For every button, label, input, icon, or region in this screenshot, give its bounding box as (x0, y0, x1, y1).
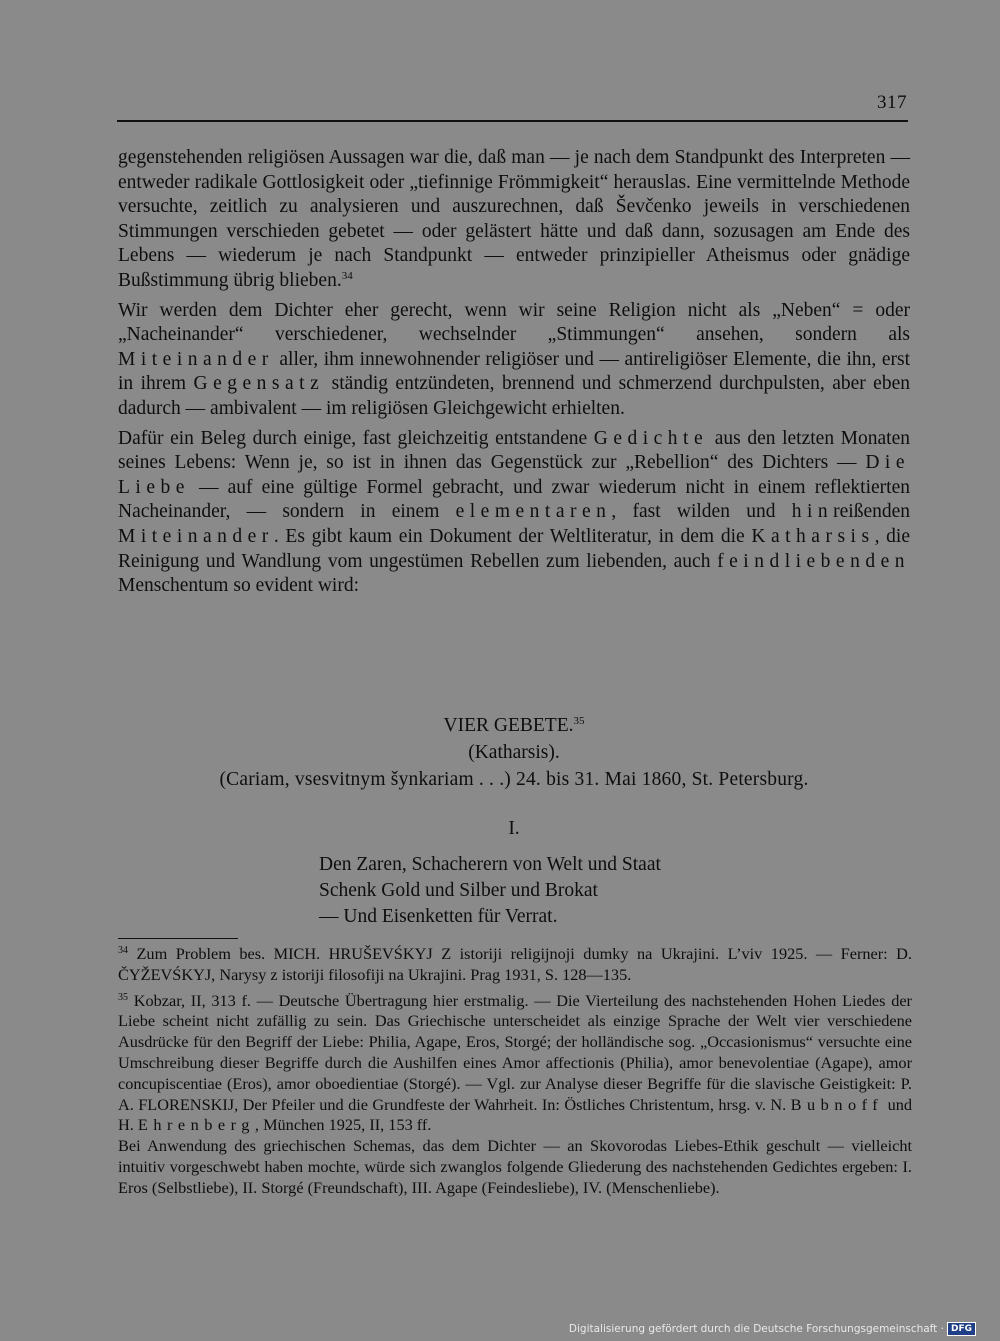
paragraph-2: Wir werden dem Dichter eher gerecht, wenn wir seine Religion nicht als „Neben“ = oder „Nacheinander“ verschiedener, wechselnder „Stimmungen“ ansehen, sondern als Miteinander aller, ihm innewohnender religiöser und — antireligiöser Elemente, die ihn, erst in ihrem Gegensatz ständig entzündeten, brennend und schmerzend durchpulsten, aber eben dadurch — ambivalent — im religiösen Gleichgewicht erhielten. (118, 299, 910, 419)
poem-heading (118, 712, 910, 842)
poem-subtitle: (Katharsis). (468, 742, 560, 763)
body-text (118, 146, 910, 604)
footnote-number: 35 (118, 991, 128, 1003)
spaced-emphasis: elementaren (455, 501, 612, 523)
spaced-emphasis: Gedichte (593, 427, 709, 449)
footnote-34: $^{34}$ Zum Problem bes. MICH. HRUŠEVŚKYJ Z istoriji religijnoji dumky na Ukrajini. L’viv 1925. — Ferner: D. ČYŽEVŚKYJ, Narysy z istoriji filosofiji na Ukrajini. Prag 1931, S. 128—135. (118, 944, 912, 984)
digitization-credit (569, 1322, 976, 1336)
footnote-ref-35: 35 (573, 715, 585, 727)
spaced-emphasis: Miteinander (118, 525, 274, 547)
poem-line: Schenk Gold und Silber und Brokat (319, 880, 598, 901)
poem-line: Den Zaren, Schacherern von Welt und Staat (319, 854, 661, 875)
footnote-35-continued: Bei Anwendung des griechischen Schemas, das dem Dichter — an Skovorodas Liebes-Ethik geschult — vielleicht intuitiv vorgeschwebt haben mochte, würde sich zwanglos folgende Gliederung des nachstehenden Gedichtes ergeben: I. Eros (Selbstliebe), II. Storgé (Freundschaft), III. Agape (Feindesliebe), IV. (Menschenliebe). (118, 1136, 912, 1197)
poem-source: (Cariam, vsesvitnym šynkariam . . .) 24. bis 31. Mai 1860, St. Petersburg. (219, 769, 809, 790)
spaced-emphasis: hin (791, 501, 834, 523)
spaced-emphasis: Ehrenberg (137, 1115, 255, 1135)
poem-line: — Und Eisenketten für Verrat. (319, 906, 558, 927)
spaced-emphasis: Katharsis (751, 525, 875, 547)
spaced-emphasis: Miteinander (118, 348, 274, 370)
spaced-emphasis: Die Liebe (118, 452, 910, 498)
header-rule (117, 120, 908, 122)
footnote-35: $^{35}$ Kobzar, II, 313 f. — Deutsche Übertragung hier erstmalig. — Die Vierteilung des nachstehenden Hohen Liedes der Liebe scheint nicht zufällig zu sein. Das Griechische unterscheidet als einzige Sprache der Welt vier verschiedene Ausdrücke für den Begriff der Liebe: Philia, Agape, Eros, Storgé; der holländische sog. „Occasionismus“ versuchte eine Umschreibung dieser Begriffe durch die Aushilfen eines Amor affectionis (Philia), amor benevolentiae (Agape), amor concupiscentiae (Eros), amor oboedientiae (Storgé). — Vgl. zur Analyse dieser Begriffe für die slavische Geistigkeit: P. A. FLORENSKIJ, Der Pfeiler und die Grundfeste der Wahrheit. In: Östliches Christentum, hrsg. v. N. Bubnoff und H. Ehrenberg, München 1925, II, 153 ff. (118, 990, 912, 1135)
paragraph-1: gegenstehenden religiösen Aussagen war die, daß man — je nach dem Standpunkt des Interpreten — entweder radikale Gottlosigkeit oder „tiefinnige Frömmigkeit“ herauslas. Eine vermittelnde Methode versuchte, zeitlich zu analysieren und auszurechnen, daß Ševčenko jeweils in verschiedenen Stimmungen verschieden gebetet — oder gelästert hätte und daß dann, sozusagen am Ende des Lebens — wiederum je nach Standpunkt — entweder prinzipieller Atheismus oder gnädige Bußstimmung übrig blieben.$^{34}$ (118, 147, 910, 291)
spaced-emphasis: feindliebenden (717, 550, 910, 572)
credit-text: Digitalisierung gefördert durch die Deutsche Forschungsgemeinschaft · (568, 1323, 944, 1335)
paragraph-3: Dafür ein Beleg durch einige, fast gleichzeitig entstandene Gedichte aus den letzten Monaten seines Lebens: Wenn je, so ist in ihnen das Gegenstück zur „Rebellion“ des Dichters — Die Liebe — auf eine gültige Formel gebracht, und zwar wiederum nicht in einem reflektierten Nacheinander, — sondern in einem elementaren, fast wilden und hinreißenden Miteinander. Es gibt kaum ein Dokument der Weltliteratur, in dem die Katharsis, die Reinigung und Wandlung vom ungestümen Rebellen zum liebenden, auch feindliebenden Menschentum so evident wird: (118, 427, 911, 597)
poem-title: VIER GEBETE.$^{35}$ (443, 715, 585, 736)
page-number: 317 (877, 92, 907, 113)
footnote-ref-34: 34 (341, 269, 353, 282)
spaced-emphasis: Gegensatz (193, 373, 325, 395)
footnote-number: 34 (118, 945, 128, 956)
dfg-logo: DFG (947, 1322, 976, 1336)
spaced-emphasis: Bubnoff (790, 1094, 884, 1114)
footnote-rule (118, 938, 238, 939)
footnotes (118, 944, 912, 1204)
poem-stanza (319, 852, 879, 930)
poem-part-number: I. (508, 818, 520, 839)
